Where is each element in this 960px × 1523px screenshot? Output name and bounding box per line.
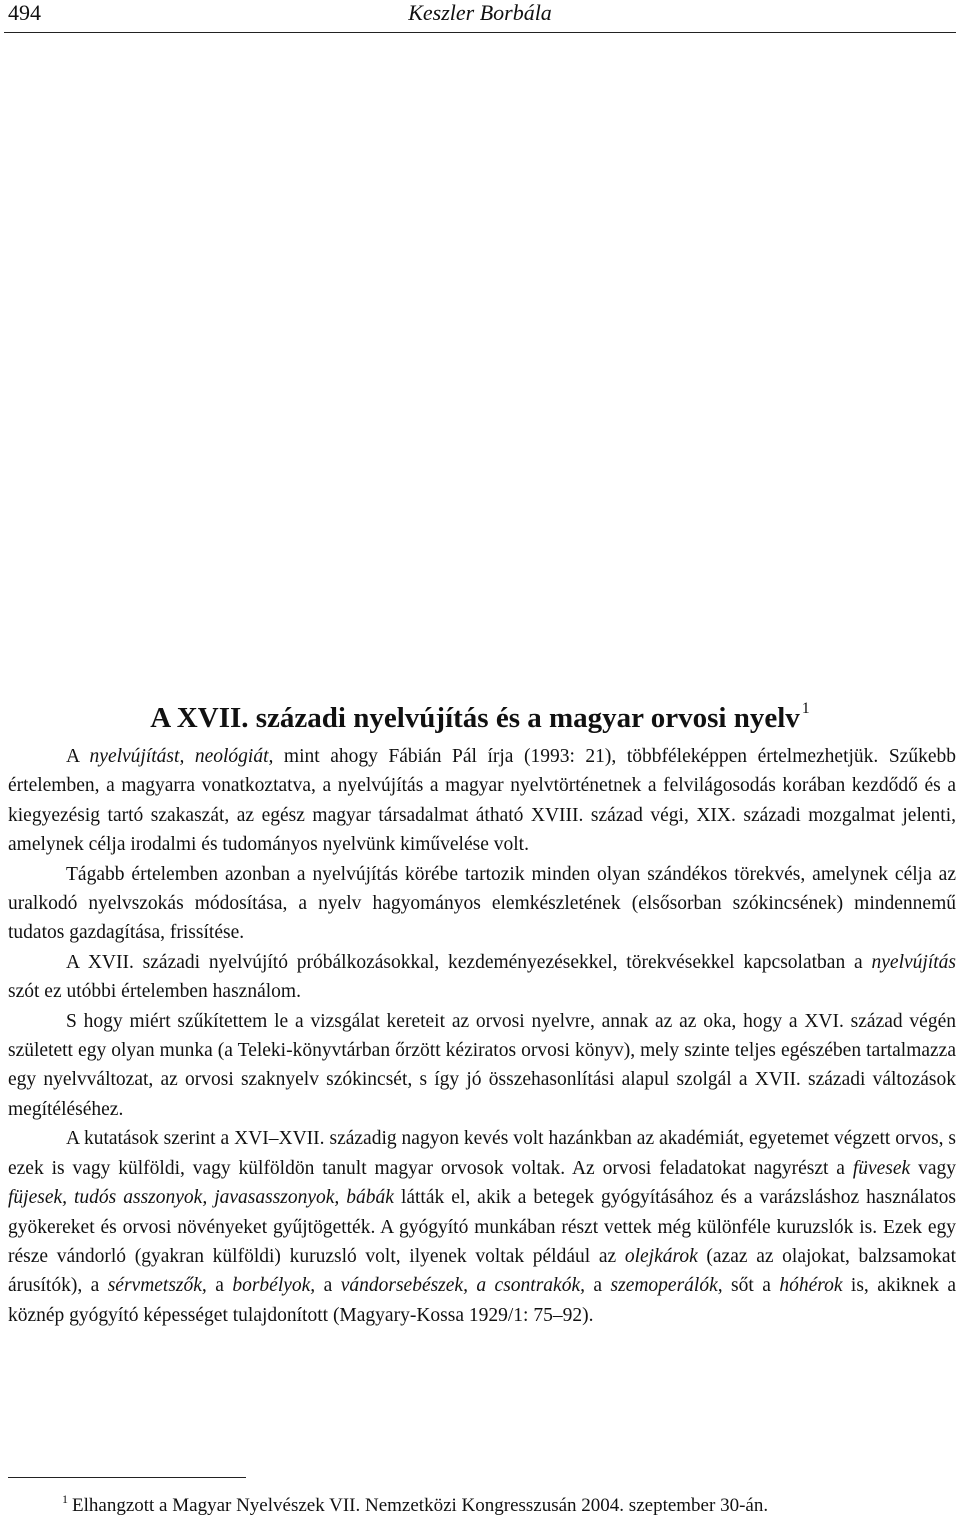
title-text: A XVII. századi nyelvújítás és a magyar orvosi nyelv bbox=[150, 702, 800, 734]
body-paragraph: Tágabb értelemben azonban a nyelvújítás körébe tartozik minden olyan szándékos törekvés, amelynek célja az uralkodó nyelvszokás módosítása, a nyelv hagyományos elemkészletének (elsősorban szókincsének) mindennemű tudatos gazdagítása, frissítése. bbox=[8, 863, 956, 944]
running-head: Keszler Borbála bbox=[408, 0, 552, 25]
footnote bbox=[62, 1492, 768, 1517]
body-paragraph: A XVII. századi nyelvújító próbálkozásokkal, kezdeményezésekkel, törekvésekkel kapcsolatban a nyelvújítás szót ez utóbbi értelemben használom. bbox=[8, 951, 956, 1003]
body-paragraph: A nyelvújítást, neológiát, mint ahogy Fábián Pál írja (1993: 21), többféleképpen értelmezhetjük. Szűkebb értelemben, a magyarra vonatkoztatva, a nyelvújítás a magyar nyelvtörténetnek a felvilágosodás korában kezdődő és a kiegyezésig tartó szakaszát, az egész magyar társadalmat átható XVIII. század végi, XIX. századi mozgalmat jelenti, amelynek célja irodalmi és tudományos nyelvünk kiművelése volt. bbox=[8, 746, 956, 856]
footnote-rule bbox=[8, 1477, 246, 1478]
italic-term: borbélyok, bbox=[232, 1275, 316, 1297]
header-rule bbox=[4, 32, 956, 33]
page-header bbox=[0, 0, 960, 33]
italic-term: füjesek, tudós asszonyok, javasasszonyok, bábák bbox=[8, 1187, 394, 1209]
title-footnote-mark: 1 bbox=[801, 700, 810, 717]
italic-term: vándorsebészek, a csontrakók, bbox=[340, 1275, 585, 1297]
italic-term: sérvmetszők, bbox=[107, 1275, 207, 1297]
article-title bbox=[0, 700, 960, 735]
italic-term: olejkárok bbox=[624, 1245, 698, 1267]
article-body bbox=[8, 742, 956, 1330]
italic-term: füvesek bbox=[852, 1157, 911, 1179]
italic-term: hóhérok bbox=[779, 1275, 843, 1297]
page-number: 494 bbox=[8, 0, 41, 25]
footnote-mark: 1 bbox=[62, 1492, 68, 1506]
footnote-text: Elhangzott a Magyar Nyelvészek VII. Nemzetközi Kongresszusán 2004. szeptember 30-án. bbox=[72, 1495, 769, 1516]
body-paragraph: A kutatások szerint a XVI–XVII. századig nagyon kevés volt hazánkban az akadémiát, egyetemet végzett orvos, s ezek is vagy külföldi, vagy külföldön tanult magyar orvosok voltak. Az orvosi feladatokat nagyrészt a füvesek vagy füjesek, tudós asszonyok, javasasszonyok, bábák látták el, akik a betegek gyógyításához és a varázsláshoz használatos gyökereket és orvosi növényeket gyűjtögették. A gyógyító munkában részt vettek még különféle kuruzslók is. Ezek egy része vándorló (gyakran külföldi) kuruzsló volt, ilyenek voltak például az olejkárok (azaz az olajokat, balzsamokat árusítók), a sérvmetszők, a borbélyok, a vándorsebészek, a csontrakók, a szemoperálók, sőt a hóhérok is, akiknek a köznép gyógyító képességet tulajdonított (Magyary-Kossa 1929/1: 75–92). bbox=[8, 1128, 957, 1326]
italic-term: szemoperálók, bbox=[610, 1275, 723, 1297]
body-paragraph: S hogy miért szűkítettem le a vizsgálat kereteit az orvosi nyelvre, annak az az oka, hogy a XVI. század végén született egy olyan munka (a Teleki-könyvtárban őrzött kéziratos orvosi könyv), mely szinte teljes egészében tartalmazza egy nyelvváltozat, az orvosi szaknyelv szókincsét, s így jó összehasonlítási alapul szolgál a XVII. századi változások megítéléséhez. bbox=[8, 1010, 956, 1120]
italic-term: nyelvújítást, neológiát, bbox=[89, 746, 274, 767]
italic-term: nyelvújítás bbox=[871, 951, 956, 973]
